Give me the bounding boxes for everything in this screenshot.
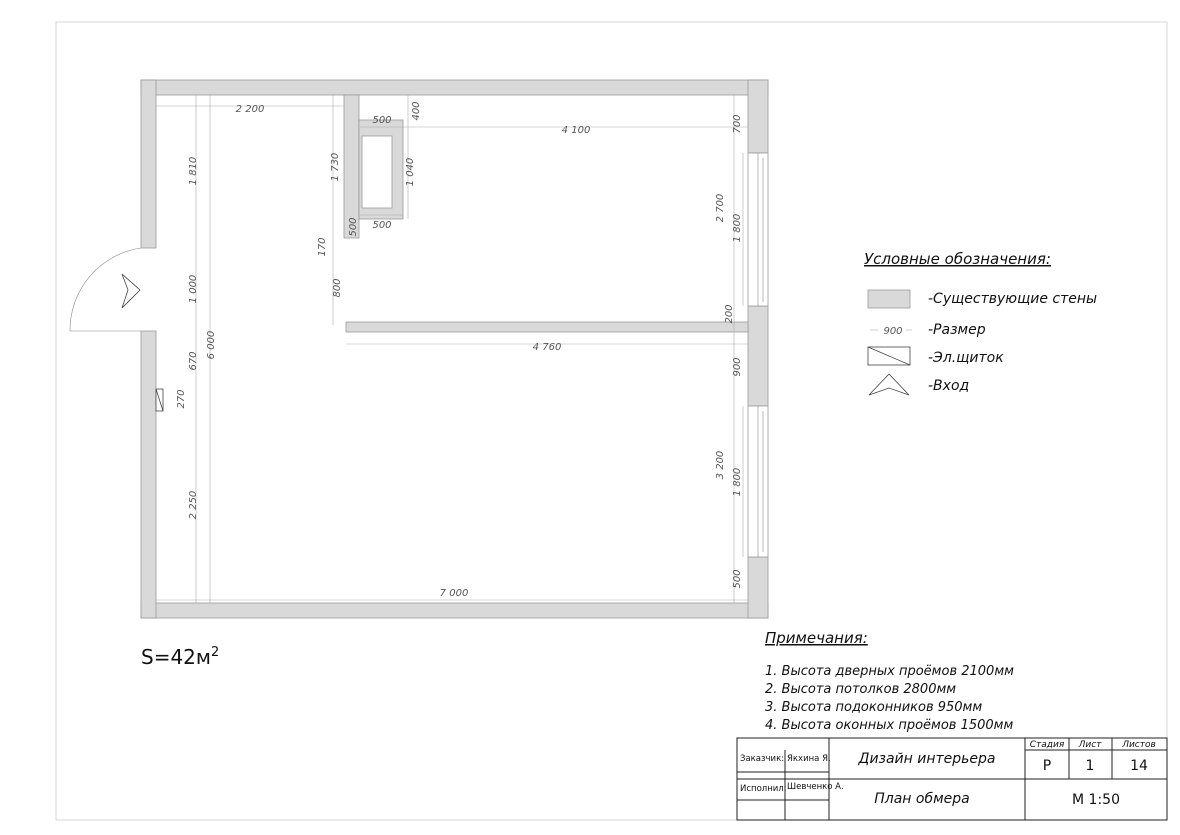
stage-value: Р: [1042, 758, 1052, 774]
legend-dim-sample: 900: [883, 326, 903, 337]
note-item: 3. Высота подоконников 950мм: [765, 700, 983, 715]
legend-dim-label: -Размер: [928, 322, 986, 338]
dim-900: 900: [732, 357, 743, 377]
legend-entry-icon: [869, 374, 909, 395]
dim-500-bottom: 500: [732, 569, 743, 589]
window-lower: [748, 406, 768, 557]
note-item: 4. Высота оконных проёмов 1500мм: [765, 718, 1014, 733]
dim-400: 400: [411, 101, 422, 121]
notes: [765, 629, 1014, 733]
customer-label: Заказчик:: [740, 754, 785, 764]
dim-1040: 1 040: [405, 157, 416, 187]
dim-1800-upper: 1 800: [732, 213, 743, 243]
existing-walls: [141, 80, 768, 618]
sheets-value: 14: [1130, 758, 1148, 774]
dim-7000: 7 000: [439, 588, 469, 599]
dim-700: 700: [732, 114, 743, 134]
dim-4760: 4 760: [532, 342, 562, 353]
entry-arrow-icon: [122, 274, 140, 308]
dim-3200: 3 200: [715, 450, 726, 480]
legend-panel-label: -Эл.щиток: [928, 350, 1004, 366]
dim-670: 670: [188, 351, 199, 371]
dim-1810: 1 810: [188, 156, 199, 186]
dim-170: 170: [317, 237, 328, 257]
sheet-frame: [56, 22, 1167, 820]
executor-label: Исполнил:: [740, 784, 787, 794]
title-block: [737, 738, 1167, 820]
dim-500-shaft-h: 500: [372, 220, 392, 231]
note-item: 1. Высота дверных проёмов 2100мм: [765, 664, 1014, 679]
dim-1730: 1 730: [330, 152, 341, 182]
dim-2200: 2 200: [235, 104, 265, 115]
dim-2700: 2 700: [715, 193, 726, 223]
entry-door: [70, 248, 141, 331]
dim-500-shaft-v: 500: [348, 217, 359, 237]
dimension-labels: [176, 101, 743, 599]
stage-header: Стадия: [1029, 740, 1065, 750]
electrical-panel-icon: [156, 389, 163, 411]
dimension-lines: [156, 95, 748, 603]
window-upper: [748, 153, 768, 306]
dim-800: 800: [332, 278, 343, 298]
legend-panel-icon: [868, 347, 910, 365]
legend-title: Условные обозначения:: [864, 250, 1051, 268]
dim-500-top: 500: [372, 115, 392, 126]
sheet-title: План обмера: [874, 791, 970, 807]
executor-name: Шевченко А.: [787, 782, 844, 792]
customer-name: Якхина Я.: [787, 754, 831, 764]
dim-200: 200: [724, 304, 735, 324]
area-label: $S=42м^2$: [141, 645, 220, 669]
legend-walls-label: -Существующие стены: [928, 291, 1098, 307]
note-item: 2. Высота потолков 2800мм: [765, 682, 957, 697]
legend-entry-label: -Вход: [928, 378, 970, 394]
dim-4100: 4 100: [561, 125, 591, 136]
project-title: Дизайн интерьера: [858, 751, 996, 767]
sheet-value: 1: [1085, 758, 1095, 774]
dim-2250: 2 250: [188, 490, 199, 520]
scale-value: М 1:50: [1072, 792, 1120, 808]
notes-title: Примечания:: [765, 629, 868, 647]
legend-wall-swatch: [868, 290, 910, 308]
dim-6000: 6 000: [206, 330, 217, 360]
legend: [864, 250, 1097, 395]
dim-1800-lower: 1 800: [732, 467, 743, 497]
sheets-header: Листов: [1122, 740, 1156, 750]
dim-1000: 1 000: [188, 274, 199, 304]
dim-270: 270: [176, 389, 187, 409]
sheet-header: Лист: [1078, 740, 1102, 750]
